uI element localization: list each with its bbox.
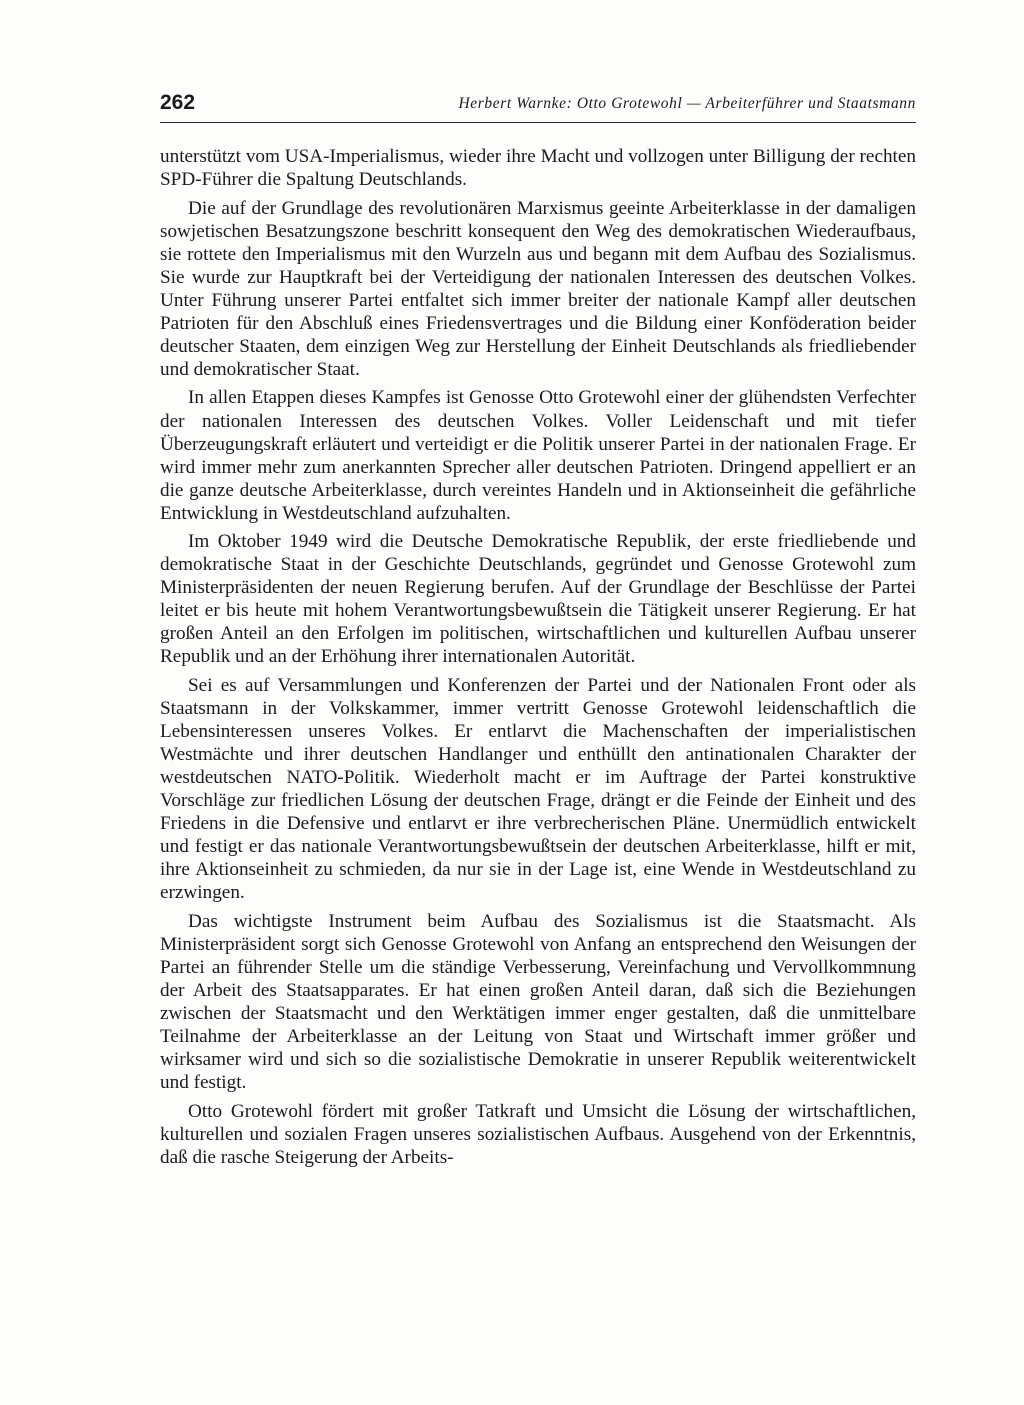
paragraph-5: Sei es auf Versammlungen und Konferenzen der Partei und der Nationalen Front oder als Staatsmann in der Volkskammer, immer vertritt Genosse Grotewohl leidenschaftlich die Lebensinteressen unseres Volkes. Er entlarvt die Machenschaften der imperialistischen Westmächte und ihrer deutschen Handlanger und enthüllt den antinationalen Charakter der westdeutschen NATO-Politik. Wiederholt macht er im Auftrage der Partei konstruktive Vorschläge zur friedlichen Lösung der deutschen Frage, drängt er die Feinde der Einheit und des Friedens in die Defensive und entlarvt er ihre verbrecherischen Pläne. Unermüdlich entwickelt und festigt er das nationale Verantwortungsbewußtsein der deutschen Arbeiterklasse, hilft er mit, ihre Aktionseinheit zu schmieden, da nur sie in der Lage ist, eine Wende in Westdeutschland zu erzwingen. bbox=[160, 675, 916, 904]
paragraph-4: Im Oktober 1949 wird die Deutsche Demokratische Republik, der erste friedliebende und demokratische Staat in der Geschichte Deutschlands, gegründet und Genosse Grotewohl zum Ministerpräsidenten der neuen Regierung berufen. Auf der Grundlage der Beschlüsse der Partei leitet er bis heute mit hohem Verantwortungsbewußtsein die Tätigkeit unserer Regierung. Er hat großen Anteil an den Erfolgen im politischen, wirtschaftlichen und kulturellen Aufbau unserer Republik und an der Erhöhung ihrer internationalen Autorität. bbox=[160, 531, 916, 668]
paragraph-2: Die auf der Grundlage des revolutionären Marxismus geeinte Arbeiterklasse in der damaligen sowjetischen Besatzungszone beschritt konsequent den Weg des demokratischen Wiederaufbaus, sie rottete den Imperialismus mit den Wurzeln aus und begann mit dem Aufbau des Sozialismus. Sie wurde zur Hauptkraft bei der Verteidigung der nationalen Interessen des deutschen Volkes. Unter Führung unserer Partei entfaltet sich immer breiter der nationale Kampf aller deutschen Patrioten für den Abschluß eines Friedensvertrages und die Bildung einer Konföderation beider deutscher Staaten, dem einzigen Weg zur Herstellung der Einheit Deutschlands als friedliebender und demokratischer Staat. bbox=[160, 197, 916, 380]
body-text bbox=[160, 145, 916, 1169]
paragraph-6: Das wichtigste Instrument beim Aufbau des Sozialismus ist die Staatsmacht. Als Ministerpräsident sorgt sich Genosse Grotewohl von Anfang an entsprechend den Weisungen der Partei an führender Stelle um die ständige Verbesserung, Vereinfachung und Vervollkommnung der Arbeit des Staatsapparates. Er hat einen großen Anteil daran, daß sich die Beziehungen zwischen der Staatsmacht und den Werktätigen immer enger gestalten, daß die unmittelbare Teilnahme der Arbeiterklasse an der Leitung von Staat und Wirtschaft immer größer und wirksamer wird und sich so die sozialistische Demokratie in unserer Republik weiterentwickelt und festigt. bbox=[160, 911, 916, 1094]
paragraph-1: unterstützt vom USA-Imperialismus, wieder ihre Macht und vollzogen unter Billigung der rechten SPD-Führer die Spaltung Deutschlands. bbox=[160, 146, 916, 191]
running-header bbox=[160, 90, 916, 123]
page-number: 262 bbox=[160, 91, 196, 114]
paragraph-7: Otto Grotewohl fördert mit großer Tatkraft und Umsicht die Lösung der wirtschaftlichen, kulturellen und sozialen Fragen unseres sozialistischen Aufbaus. Ausgehend von der Erkenntnis, daß die rasche Steigerung der Arbeits- bbox=[160, 1100, 916, 1168]
running-title: Herbert Warnke: Otto Grotewohl — Arbeiterführer und Staatsmann bbox=[458, 95, 916, 112]
paragraph-3: In allen Etappen dieses Kampfes ist Genosse Otto Grotewohl einer der glühendsten Verfechter der nationalen Interessen des deutschen Volkes. Voller Leidenschaft und mit tiefer Überzeugungskraft erläutert und verteidigt er die Politik unserer Partei in der nationalen Frage. Er wird immer mehr zum anerkannten Sprecher aller deutschen Patrioten. Dringend appelliert er an die ganze deutsche Arbeiterklasse, durch vereintes Handeln und in Aktionseinheit die gefährliche Entwicklung in Westdeutschland aufzuhalten. bbox=[160, 387, 916, 524]
